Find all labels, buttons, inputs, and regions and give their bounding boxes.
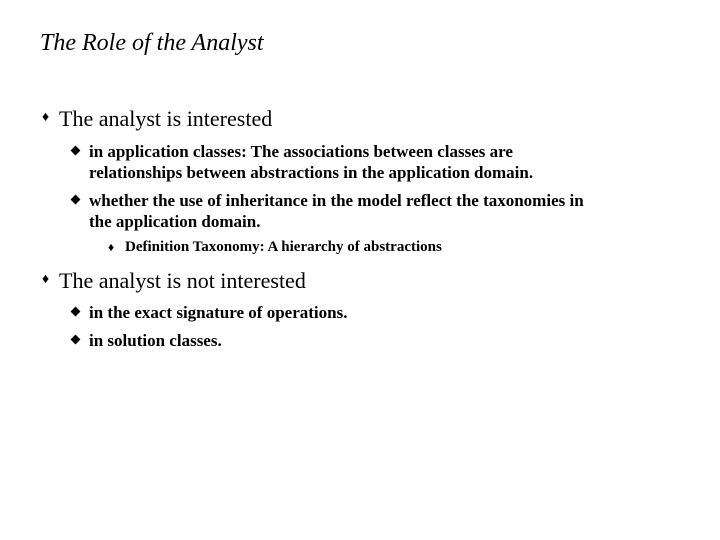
sub-bullet-line: in solution classes. bbox=[89, 331, 222, 350]
sub-bullet-line: relationships between abstractions in the application domain. bbox=[89, 163, 534, 182]
sub-bullet-line: whether the use of inheritance in the model reflect the taxonomies in bbox=[89, 191, 584, 210]
bullet-analyst-not-interested bbox=[42, 268, 306, 294]
diamond-bullet-icon: ♦ bbox=[42, 110, 50, 125]
definition-text: Definition Taxonomy: A hierarchy of abstractions bbox=[125, 239, 442, 255]
sub-bullet-signature bbox=[89, 302, 347, 323]
diamond-bullet-icon: ♦ bbox=[42, 272, 50, 287]
sub-bullet-solution-classes bbox=[89, 330, 222, 351]
sub-bullet-inheritance bbox=[89, 190, 584, 232]
sub-bullet-line: in the exact signature of operations. bbox=[89, 303, 348, 322]
bullet-analyst-interested bbox=[42, 106, 273, 132]
diamond-bullet-icon: ♦ bbox=[108, 240, 115, 254]
bullet-text: The analyst is interested bbox=[59, 106, 273, 131]
sub-bullet-application-classes bbox=[89, 141, 533, 183]
bullet-text: The analyst is not interested bbox=[59, 268, 306, 293]
slide-title: The Role of the Analyst bbox=[40, 30, 264, 56]
definition-bullet bbox=[108, 239, 442, 256]
square-bullet-icon bbox=[71, 195, 81, 205]
square-bullet-icon bbox=[71, 146, 81, 156]
square-bullet-icon bbox=[71, 307, 81, 317]
sub-bullet-line: in application classes: The associations between classes are bbox=[89, 142, 513, 161]
square-bullet-icon bbox=[71, 335, 81, 345]
sub-bullet-line: the application domain. bbox=[89, 212, 261, 231]
